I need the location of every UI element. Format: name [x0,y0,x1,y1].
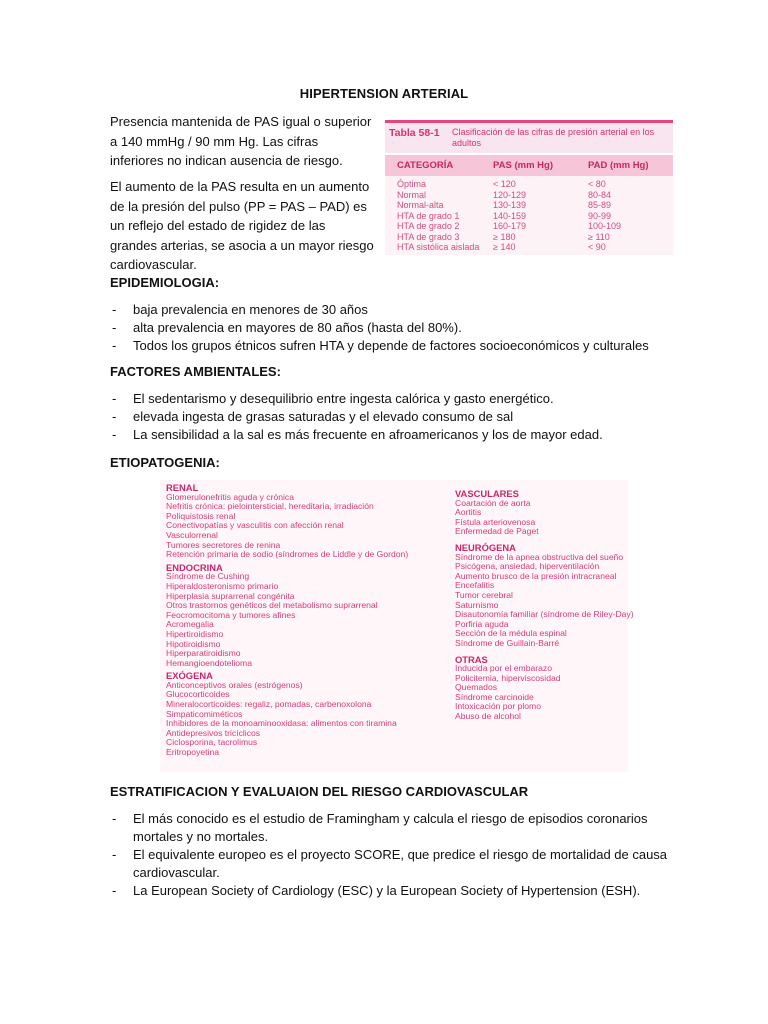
table-row [385,221,673,232]
etio-item: Hiperplasia suprarrenal congénita [166,590,295,601]
cell-category: HTA de grado 1 [397,210,460,221]
table-row [385,242,673,253]
list-epidemiologia [110,301,670,355]
cell-pad: 90-99 [588,210,612,221]
cell-category: Óptima [397,179,427,189]
etio-item: Eritropoyetina [166,747,220,758]
etio-item: Coartación de aorta [455,497,531,508]
intro-line: inferiores no indican ausencia de riesgo. [110,153,343,168]
table-row [385,200,673,211]
etio-item: Otros trastornos genéticos del metabolismo suprarrenal [166,600,378,611]
list-item: - baja prevalencia en menores de 30 años [110,301,670,319]
etio-left-column [166,480,408,758]
etio-item: Saturnismo [455,599,499,610]
heading-etiopatogenia: ETIOPATOGENIA: [110,455,220,470]
cell-pas: 120-129 [493,189,527,200]
intro-paragraph-2 [110,177,380,275]
list-item-line: mortales y no mortales. [133,829,269,844]
list-item: - Todos los grupos étnicos sufren HTA y depende de factores socioeconómicos y culturales [110,337,670,355]
etio-item: Intoxicación por plomo [455,701,541,712]
etio-category: OTRAS [455,653,488,665]
etio-item: Inducida por el embarazo [455,663,552,674]
etio-right-column [455,486,634,722]
list-item-line: - El más conocido es el estudio de Framingham y calcula el riesgo de episodios coronarios [133,811,648,826]
list-item-line: - El equivalente europeo es el proyecto SCORE, que predice el riesgo de mortalidad de causa [133,847,668,862]
etio-item: Psicógena, ansiedad, hiperventilación [455,561,600,572]
etio-item: Poliquistosis renal [166,510,236,521]
etio-item: Quemados [455,682,498,693]
etio-item: Policitemia, hiperviscosidad [455,672,561,683]
cell-pad: < 80 [588,179,606,189]
etio-item: Abuso de alcohol [455,711,521,722]
etio-item: Hipotiroidismo [166,638,221,649]
intro-line: a 140 mmHg / 90 mm Hg. Las cifras [110,133,319,149]
table-body [385,176,673,255]
etio-item: Retención primaria de sodio (síndromes de Liddle y de Gordon) [166,549,409,560]
list-item [110,810,670,846]
intro-line: cardiovascular. [110,257,197,272]
table-column-headers [385,155,673,176]
etio-item: Mineralocorticoides: regaliz, pomadas, carbenoxolona [166,699,372,710]
column-header-category: CATEGORÍA [397,160,454,171]
cell-pas: ≥ 180 [493,231,516,242]
etio-item: Síndrome de Guillain-Barré [455,637,560,648]
etio-item: Conectivopatías y vasculitis con afección renal [166,520,344,531]
etio-item: Síndrome de Cushing [166,571,250,582]
heading-factores-ambientales: FACTORES AMBIENTALES: [110,364,281,379]
cell-pas: 130-139 [493,200,527,210]
etio-item: Disautonomía familiar (síndrome de Riley-Day) [455,609,634,620]
etio-item: Encefalitis [455,580,495,591]
cell-pad: < 90 [588,242,606,252]
etio-category: VASCULARES [455,488,519,499]
etio-item: Anticonceptivos orales (estrógenos) [166,679,303,690]
cell-pas: < 120 [493,179,516,189]
intro-line: un reflejo del estado de rigidez de las [110,218,326,233]
etio-item: Síndrome de la apnea obstructiva del sueño [455,551,624,562]
etio-category: EXÓGENA [166,670,213,682]
cell-pas: ≥ 140 [493,242,516,252]
bp-classification-table [385,120,673,252]
list-item: - elevada ingesta de grasas saturadas y el elevado consumo de sal [110,408,670,426]
etio-item: Hemangioendotelioma [166,657,252,668]
list-item: - La sensibilidad a la sal es más frecuente en afroamericanos y los de mayor edad. [110,426,670,444]
etio-item: Hipertiroidismo [166,628,224,639]
cell-pad: 85-89 [588,200,612,210]
etio-item: Aortitis [455,507,482,518]
cell-pad: 100-109 [588,221,622,231]
intro-line: Presencia mantenida de PAS igual o superior [110,114,372,129]
heading-estratificacion: ESTRATIFICACION Y EVALUAION DEL RIESGO CARDIOVASCULAR [110,784,529,799]
etio-item: Tumores secretores de renina [166,539,281,550]
list-item: - El sedentarismo y desequilibrio entre ingesta calórica y gasto energético. [110,390,670,408]
table-row [385,179,673,190]
etio-item: Sección de la médula espinal [455,628,567,639]
table-caption: Clasificación de las cifras de presión arterial en los adultos [452,127,655,148]
etio-category: RENAL [166,482,199,493]
etio-item: Nefritis crónica: pielointersticial, hereditaria, irradiación [166,501,374,512]
etio-item: Fístula arteriovenosa [455,516,536,527]
etio-item: Porfiria aguda [455,618,509,629]
page-title: HIPERTENSION ARTERIAL [299,86,469,101]
etiopatogenia-figure [160,480,634,772]
table-label: Tabla 58-1 [389,127,440,139]
cell-pas: 140-159 [493,210,527,221]
etio-item: Tumor cerebral [455,589,513,600]
list-estratificacion [110,810,670,900]
list-item-line: - La European Society of Cardiology (ESC) y la European Society of Hypertension (ESH). [133,883,641,898]
column-header-pas: PAS (mm Hg) [493,160,553,171]
etio-item: Síndrome carcinoide [455,691,534,702]
intro-line: de la presión del pulso (PP = PAS – PAD) es [110,198,367,214]
cell-category: HTA de grado 2 [397,221,460,231]
etio-item: Feocromocitoma y tumores afines [166,609,296,620]
cell-pad: ≥ 110 [588,231,610,242]
list-item [110,846,670,882]
cell-pas: 160-179 [493,221,527,231]
table-row [385,232,673,243]
cell-pad: 80-84 [588,189,612,200]
etio-item: Ciclosporina, tacrolimus [166,737,258,748]
list-factores-ambientales [110,390,670,444]
etio-item: Glomerulonefritis aguda y crónica [166,491,295,502]
table-row [385,211,673,222]
intro-line: grandes arterias, se asocia a un mayor riesgo [110,237,374,253]
etio-item: Hiperparatiroidismo [166,648,241,659]
column-header-pad: PAD (mm Hg) [588,160,649,171]
heading-epidemiologia: EPIDEMIOLOGIA: [110,275,220,290]
etio-category: ENDOCRINA [166,561,223,573]
etio-item: Glucocorticoides [166,689,230,700]
etio-item: Inhibidores de la monoaminooxidasa: alimentos con tiramina [166,718,397,729]
intro-line: El aumento de la PAS resulta en un aumento [110,179,370,194]
intro-paragraph-1 [110,112,380,171]
etio-item: Vasculorrenal [166,529,218,540]
cell-category: Normal-alta [397,200,444,210]
etio-item: Hiperaldosteronismo primario [166,580,279,591]
cell-category: HTA sistólica aislada [397,242,480,252]
list-item-line: cardiovascular. [133,865,220,880]
etio-item: Enfermedad de Paget [455,526,539,537]
etio-item: Aumento brusco de la presión intracraneal [455,570,617,581]
etio-item: Antidepresivos tricíclicos [166,727,261,738]
table-header [385,120,673,153]
list-item: - alta prevalencia en mayores de 80 años (hasta del 80%). [110,319,670,337]
list-item [110,882,670,900]
etio-category: NEURÓGENA [455,541,516,553]
etio-item: Simpaticomiméticos [166,708,243,719]
cell-category: Normal [397,189,427,200]
etio-item: Acromegalia [166,619,214,630]
cell-category: HTA de grado 3 [397,231,460,242]
table-row [385,190,673,201]
